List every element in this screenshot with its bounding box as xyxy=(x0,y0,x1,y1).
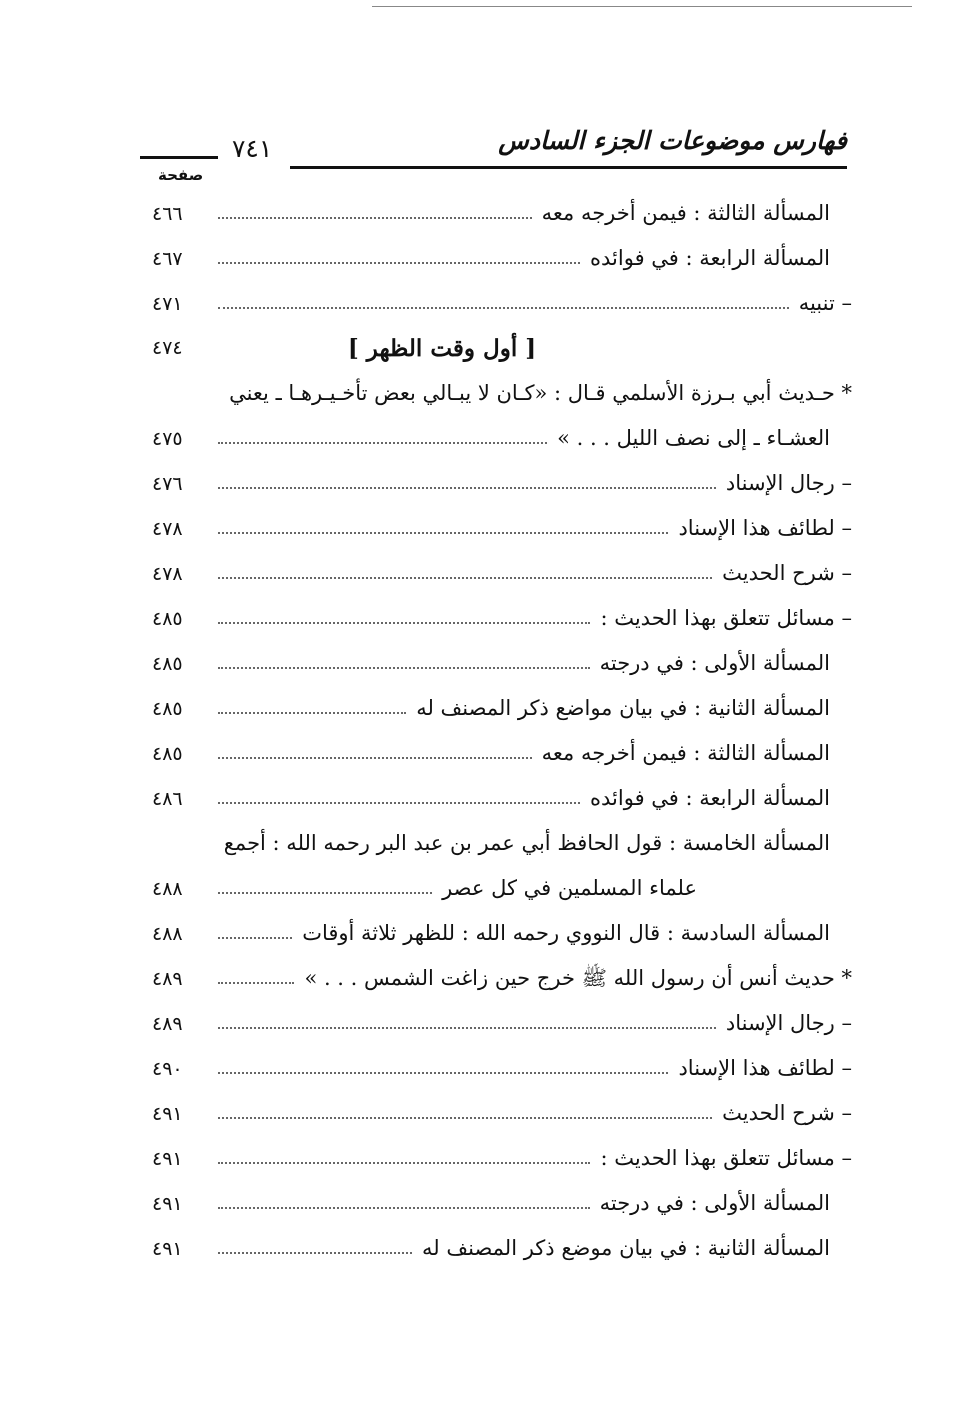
dot-leader xyxy=(218,622,590,624)
top-rule xyxy=(372,6,912,7)
toc-entry-text: المسألة الأولى : في درجته xyxy=(599,1191,830,1215)
dot-leader xyxy=(218,712,406,714)
toc-page-number: ٤٨٨ xyxy=(152,922,183,945)
toc-row xyxy=(152,641,852,686)
toc-entry-text: المسألة الثالثة : فيمن أخرجه معه xyxy=(541,741,830,765)
toc-page-number: ٤٨٩ xyxy=(152,1012,183,1035)
dot-leader xyxy=(218,1117,712,1119)
dot-leader xyxy=(218,667,590,669)
toc-entry-text: المسألة الرابعة : في فوائده xyxy=(590,246,830,270)
toc-page-number: ٤٧٦ xyxy=(152,472,183,495)
dot-leader xyxy=(218,307,789,309)
toc-page-number: ٤٧١ xyxy=(152,292,183,315)
toc-page-number: ٤٩١ xyxy=(152,1237,183,1260)
table-of-contents xyxy=(152,191,852,1271)
toc-page-number: ٤٨٥ xyxy=(152,742,183,765)
dot-leader xyxy=(218,937,292,939)
toc-entry-text: المسألة الثالثة : فيمن أخرجه معه xyxy=(541,201,830,225)
toc-entry-text: * حديث أنس أن رسول الله ﷺ خرج حين زاغت الشمس . . . » xyxy=(304,966,852,990)
toc-page-number: ٤٨٥ xyxy=(152,652,183,675)
toc-row xyxy=(152,821,852,866)
toc-row xyxy=(152,416,852,461)
toc-row xyxy=(152,1181,852,1226)
toc-entry-text: المسألة الأولى : في درجته xyxy=(599,651,830,675)
page-column-rule xyxy=(140,156,218,159)
dot-leader xyxy=(218,1207,590,1209)
toc-page-number: ٤٨٥ xyxy=(152,607,183,630)
dot-leader xyxy=(218,1252,412,1254)
dot-leader xyxy=(218,1027,716,1029)
toc-entry-text: – مسائل تتعلق بهذا الحديث : xyxy=(600,606,852,630)
page-column-label: صفحة xyxy=(158,166,204,184)
page-header xyxy=(140,124,847,184)
toc-page-number: ٤٨٥ xyxy=(152,697,183,720)
toc-entry-text: المسألة الثانية : في بيان مواضع ذكر المصنف له xyxy=(416,696,830,720)
toc-page-number: ٤٩١ xyxy=(152,1147,183,1170)
toc-row xyxy=(152,236,852,281)
toc-entry-text: علماء المسلمين في كل عصر xyxy=(442,876,697,900)
dot-leader xyxy=(218,442,547,444)
toc-row xyxy=(152,281,852,326)
toc-row xyxy=(152,596,852,641)
toc-row xyxy=(152,911,852,956)
toc-page-number: ٤٧٨ xyxy=(152,562,183,585)
toc-entry-text: المسألة الثانية : في بيان موضع ذكر المصنف له xyxy=(422,1236,830,1260)
toc-row xyxy=(152,506,852,551)
toc-page-number: ٤٩١ xyxy=(152,1102,183,1125)
toc-entry-text: – شرح الحديث xyxy=(722,561,852,585)
toc-entry-text: المسألة الرابعة : في فوائده xyxy=(590,786,830,810)
toc-row xyxy=(152,686,852,731)
toc-entry-text: – لطائف هذا الإسناد xyxy=(678,516,852,540)
toc-row xyxy=(152,1001,852,1046)
toc-page-number: ٤٧٨ xyxy=(152,517,183,540)
toc-row xyxy=(152,1091,852,1136)
dot-leader xyxy=(218,262,580,264)
toc-page-number: ٤٦٧ xyxy=(152,247,183,270)
dot-leader xyxy=(218,532,668,534)
toc-page-number: ٤٨٨ xyxy=(152,877,183,900)
dot-leader xyxy=(218,1072,668,1074)
toc-page-number: ٤٦٦ xyxy=(152,202,183,225)
toc-page-number: ٤٨٦ xyxy=(152,787,183,810)
toc-entry-text: – مسائل تتعلق بهذا الحديث : xyxy=(600,1146,852,1170)
toc-page-number: ٤٧٥ xyxy=(152,427,183,450)
toc-entry-text: – لطائف هذا الإسناد xyxy=(678,1056,852,1080)
toc-row xyxy=(152,1226,852,1271)
toc-page-number: ٤٧٤ xyxy=(152,337,183,359)
dot-leader xyxy=(218,802,580,804)
toc-entry-text: * حـديث أبي بـرزة الأسلمي قـال : «كـان لا يبـالي بعض تأخـيـرهـا ـ يعني xyxy=(229,381,852,405)
dot-leader xyxy=(218,487,716,489)
toc-row xyxy=(152,551,852,596)
toc-row xyxy=(152,1046,852,1091)
header-rule xyxy=(290,166,847,169)
toc-entry-text: – تنبيه xyxy=(798,291,852,315)
toc-entry-text: – شرح الحديث xyxy=(722,1101,852,1125)
dot-leader xyxy=(218,1162,590,1164)
toc-entry-text: [ أول وقت الظهر ] xyxy=(347,335,537,362)
toc-entry-text: – رجال الإسناد xyxy=(725,471,852,495)
dot-leader xyxy=(218,217,532,219)
dot-leader xyxy=(218,892,432,894)
dot-leader xyxy=(218,757,532,759)
toc-entry-text: المسألة السادسة : قال النووي رحمه الله : للظهر ثلاثة أوقات xyxy=(302,921,830,945)
toc-page-number: ٤٨٩ xyxy=(152,967,183,990)
toc-row xyxy=(152,191,852,236)
page-number: ٧٤١ xyxy=(232,134,273,163)
toc-row xyxy=(152,461,852,506)
dot-leader xyxy=(218,577,712,579)
toc-row xyxy=(152,1136,852,1181)
toc-page-number: ٤٩١ xyxy=(152,1192,183,1215)
toc-row xyxy=(152,956,852,1001)
toc-row xyxy=(152,731,852,776)
toc-entry-text: العشـاء ـ إلى نصف الليل . . . » xyxy=(557,426,830,450)
running-title: فهارس موضوعات الجزء السادس xyxy=(498,126,847,155)
toc-entry-text: – رجال الإسناد xyxy=(725,1011,852,1035)
dot-leader xyxy=(218,982,294,984)
toc-row xyxy=(152,326,852,371)
toc-page-number: ٤٩٠ xyxy=(152,1057,183,1080)
toc-row xyxy=(152,371,852,416)
toc-row xyxy=(152,866,852,911)
toc-row xyxy=(152,776,852,821)
toc-entry-text: المسألة الخامسة : قول الحافظ أبي عمر بن عبد البر رحمه الله : أجمع xyxy=(223,831,830,855)
